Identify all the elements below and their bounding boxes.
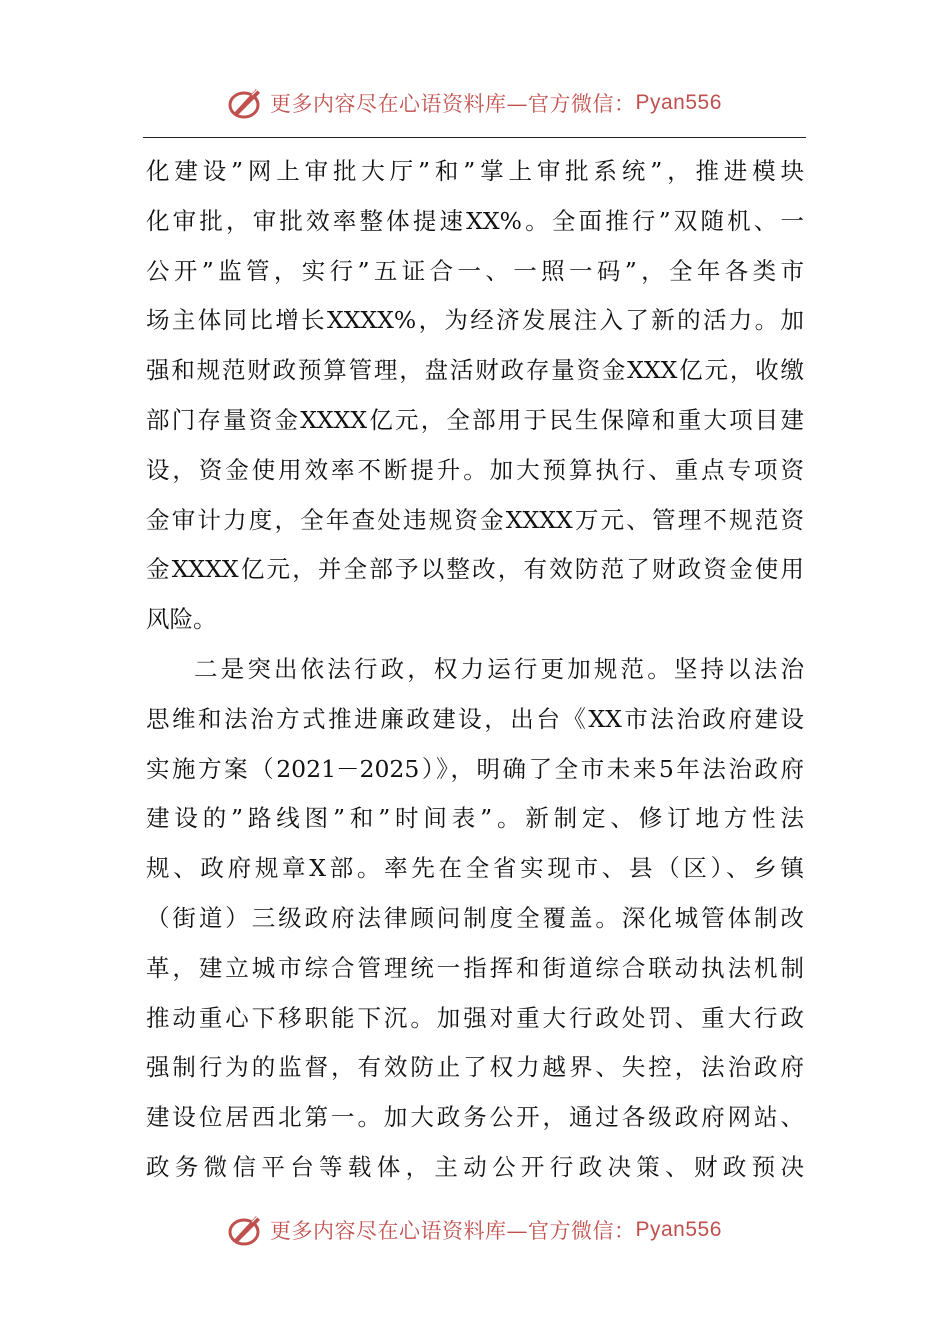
body-line: 建设的”路线图”和”时间表”。新制定、修订地方性法: [146, 804, 804, 833]
body-line: （街道）三级政府法律顾问制度全覆盖。深化城管体制改: [146, 903, 804, 932]
header-banner-text: 更多内容尽在心语资料库—官方微信：: [270, 92, 636, 116]
body-line: 化建设”网上审批大厅”和”掌上审批系统”，推进模块: [146, 157, 804, 185]
body-line: 设，资金使用效率不断提升。加大预算执行、重点专项资: [146, 455, 804, 484]
quill-logo-icon: [226, 83, 266, 123]
body-line: 部门存量资金XXXX亿元，全部用于民生保障和重大项目建: [146, 405, 804, 434]
body-line: 二是突出依法行政，权力运行更加规范。坚持以法治: [194, 654, 804, 683]
header-divider: [143, 137, 806, 138]
body-line: 公开”监管，实行”五证合一、一照一码”，全年各类市: [146, 256, 804, 285]
body-line: 政务微信平台等载体，主动公开行政决策、财政预决: [146, 1152, 804, 1181]
body-line: 推动重心下移职能下沉。加强对重大行政处罚、重大行政: [146, 1003, 804, 1032]
document-body: [146, 147, 804, 1193]
body-line: 建设位居西北第一。加大政务公开，通过各级政府网站、: [146, 1103, 804, 1132]
header-banner-brand: Pyan556: [635, 91, 722, 114]
footer-banner: [226, 1210, 722, 1250]
body-line: 实施方案（2021－2025）》，明确了全市未来5年法治政府: [146, 754, 804, 783]
body-line: 强制行为的监督，有效防止了权力越界、失控，法治政府: [146, 1053, 804, 1082]
quill-logo-icon: [226, 1210, 266, 1250]
footer-banner-brand: Pyan556: [635, 1218, 722, 1241]
body-line: 思维和法治方式推进廉政建设，出台《XX市法治政府建设: [146, 704, 804, 733]
body-line: 规、政府规章X部。率先在全省实现市、县（区）、乡镇: [146, 854, 804, 883]
body-line: 强和规范财政预算管理，盘活财政存量资金XXX亿元，收缴: [146, 356, 804, 385]
body-line: 化审批，审批效率整体提速XX%。全面推行”双随机、一: [146, 206, 804, 235]
body-line: 场主体同比增长XXXX%，为经济发展注入了新的活力。加: [146, 306, 804, 335]
body-line: 金XXXX亿元，并全部予以整改，有效防范了财政资金使用: [146, 555, 804, 584]
footer-banner-text: 更多内容尽在心语资料库—官方微信：: [270, 1219, 636, 1243]
body-line: 金审计力度，全年查处违规资金XXXX万元、管理不规范资: [146, 505, 804, 534]
body-line: 风险。: [146, 605, 217, 634]
body-line: 革，建立城市综合管理统一指挥和街道综合联动执法机制: [146, 953, 804, 982]
header-banner: [226, 83, 722, 123]
